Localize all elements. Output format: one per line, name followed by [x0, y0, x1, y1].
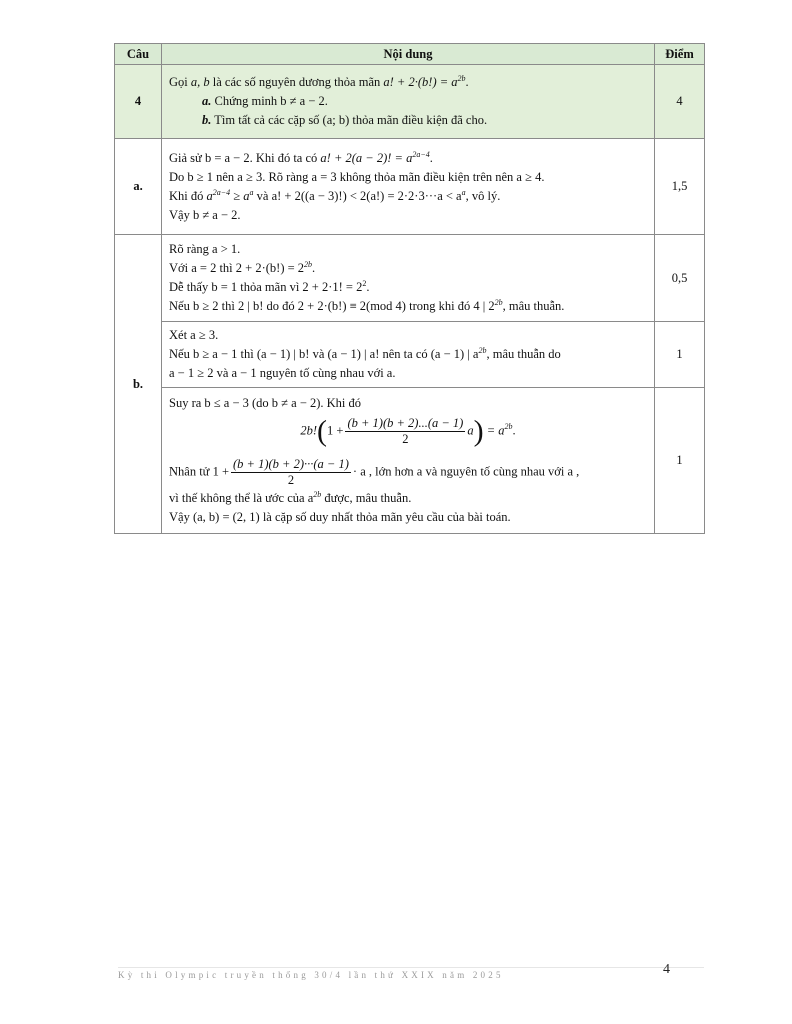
sol-a-line-1: Giả sử b = a − 2. Khi đó ta có a! + 2(a − 2)! = $a^{2a-4}$.	[169, 149, 433, 165]
solution-b3-row	[115, 388, 705, 534]
header-row	[115, 44, 705, 65]
solution-b2-row	[115, 322, 705, 388]
sol-b2-line-3: a − 1 ≥ 2 và a − 1 nguyên tố cùng nhau với a.	[169, 366, 396, 380]
sol-b1-line-4: Nếu b ≥ 2 thì 2 | b! do đó 2 + 2·(b!) ≡ 2(mod 4) trong khi đó 4 | $2^{2b}$, mâu thuẫn.	[169, 297, 565, 313]
sol-b3-line-4: vì thế không thể là ước của $a^{2b}$ được, mâu thuẫn.	[169, 489, 412, 505]
sol-a-line-3: Khi đó $a^{2a-4} \ge a^a$ và a! + $2((a - 3)!) < 2(a!) = 2\cdot 2\cdot 3\cdot\cdot\cdot a < a^a$, vô lý.	[169, 187, 501, 203]
solution-table	[114, 43, 705, 534]
solution-a-label: a.	[115, 139, 162, 235]
solution-b1-row	[115, 235, 705, 322]
header-noi-dung: Nội dung	[162, 44, 655, 65]
solution-b-label: b.	[115, 235, 162, 534]
solution-b3-points: 1	[655, 388, 705, 534]
problem-points: 4	[655, 65, 705, 139]
sol-b1-line-1: Rõ ràng a > 1.	[169, 242, 241, 256]
sol-b3-line-3: Nhân tử 1 + $\frac{(b + 1)(b + 2)\cdot\cdot\cdot(a - 1)}{2}$ · a , lớn hơn a và nguyên tố cùng nhau với a ,	[169, 457, 580, 487]
solution-b1-content	[162, 235, 655, 322]
solution-a-row	[115, 139, 705, 235]
sol-a-line-4: Vậy b ≠ a − 2.	[169, 207, 241, 222]
problem-part-a: a. Chứng minh b ≠ a − 2.	[202, 94, 328, 108]
header-diem: Điểm	[655, 44, 705, 65]
sol-b3-line-5: Vậy (a, b) = (2, 1) là cặp số duy nhất thỏa mãn yêu cầu của bài toán.	[169, 510, 511, 524]
problem-content	[162, 65, 655, 139]
problem-label: 4	[115, 65, 162, 139]
solution-b2-content	[162, 322, 655, 388]
solution-b3-content	[162, 388, 655, 534]
fraction-2: $\frac{(b + 1)(b + 2)\cdot\cdot\cdot(a - 1)}{2}$	[233, 457, 349, 487]
fraction-1: $\frac{(b + 1)(b + 2)...(a - 1)}{2}$	[347, 416, 464, 446]
problem-part-b: b. Tìm tất cả các cặp số (a; b) thỏa mãn điều kiện đã cho.	[202, 113, 488, 127]
sol-b2-line-2: Nếu b ≥ a − 1 thì (a − 1) | b! và (a − 1) | a! nên ta có (a − 1) | $a^{2b}$, mâu thuẫn do	[169, 345, 561, 361]
sol-b1-line-3: Dễ thấy b = 1 thỏa mãn vì 2 + 2·1! = $2^2$.	[169, 278, 370, 294]
page-footer: Kỳ thi Olympic truyền thống 30/4 lần thứ XXIX năm 2025	[118, 967, 704, 980]
problem-intro: Gọi a, b là các số nguyên dương thỏa mãn a! + $2\cdot(b!) = a^{2b}$.	[169, 73, 469, 89]
sol-b3-line-1: Suy ra b ≤ a − 3 (do b ≠ a − 2). Khi đó	[169, 396, 362, 410]
solution-b1-points: 0,5	[655, 235, 705, 322]
solution-a-content	[162, 139, 655, 235]
sol-b2-line-1: Xét a ≥ 3.	[169, 328, 219, 342]
solution-b2-points: 1	[655, 322, 705, 388]
sol-a-line-2: Do b ≥ 1 nên a ≥ 3. Rõ ràng a = 3 không thỏa mãn điều kiện trên nên a ≥ 4.	[169, 169, 545, 184]
solution-a-points: 1,5	[655, 139, 705, 235]
sol-b1-line-2: Với a = 2 thì $2 + 2\cdot(b!) = 2^{2b}$.	[169, 259, 316, 275]
problem-row	[115, 65, 705, 139]
page-number: 4	[663, 962, 670, 977]
header-cau: Câu	[115, 44, 162, 65]
sol-b3-equation: 2b!(1 + $\frac{(b + 1)(b + 2)...(a - 1)}{2}$ $a) = a^{2b}$.	[300, 414, 516, 448]
